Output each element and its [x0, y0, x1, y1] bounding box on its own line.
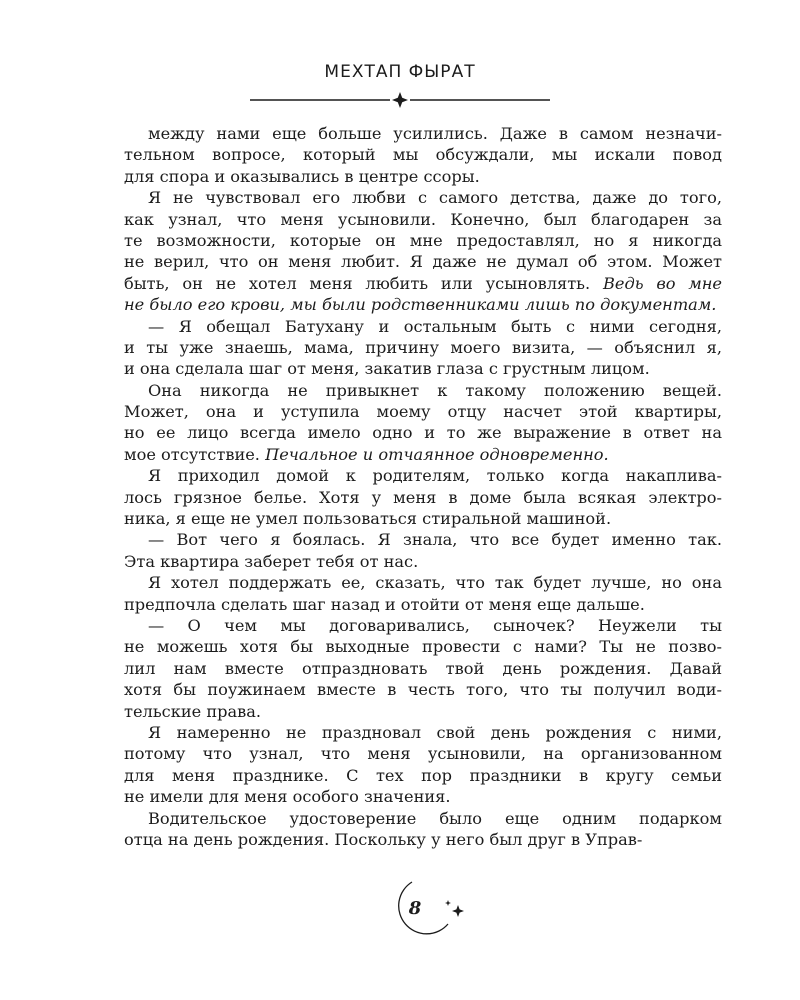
text-line: [124, 636, 722, 657]
paragraph: [124, 722, 722, 808]
text-segment: Водительское удостоверение было еще одним подарком: [148, 808, 722, 828]
text-line: [124, 444, 722, 465]
page-number: 8: [408, 898, 422, 919]
paragraph: [124, 380, 722, 466]
italic-text-segment: Ведь во мне: [602, 273, 722, 293]
text-segment: лил нам вместе отпраздновать твой день рождения. Давай: [124, 658, 722, 678]
paragraph: [124, 615, 722, 722]
text-line: [124, 551, 722, 572]
text-segment: для меня празднике. С тех пор праздники в кругу семьи: [124, 765, 723, 785]
italic-text-segment: Печальное и отчаянное одновременно.: [265, 444, 609, 464]
text-segment: мое отсутствие.: [124, 444, 266, 464]
text-segment: — Вот чего я боялась. Я знала, что все будет именно так.: [148, 530, 722, 550]
text-segment: но ее лицо всегда имело одно и то же выражение в ответ на: [124, 423, 722, 443]
text-segment: не можешь хотя бы выходные провести с нами? Ты не позво-: [124, 637, 722, 657]
text-line: [124, 166, 722, 187]
text-segment: для спора и оказывались в центре ссоры.: [124, 166, 480, 186]
text-line: [124, 187, 722, 208]
text-line: [124, 358, 722, 379]
text-line: [124, 808, 722, 829]
text-line: [124, 123, 722, 144]
text-segment: Я приходил домой к родителям, только когда накаплива-: [148, 466, 722, 486]
paragraph: [124, 529, 722, 572]
text-line: [124, 209, 722, 230]
text-segment: те возможности, которые он мне предоставлял, но я никогда: [124, 230, 722, 250]
text-segment: тельские права.: [124, 701, 262, 721]
text-line: [124, 230, 722, 251]
text-line: [124, 615, 722, 636]
text-segment: лось грязное белье. Хотя у меня в доме была всякая электро-: [124, 487, 722, 507]
text-line: [124, 701, 722, 722]
small-sparkle-icon: [445, 900, 451, 906]
text-segment: тельном вопросе, который мы обсуждали, мы искали повод: [124, 145, 722, 165]
text-segment: между нами еще больше усилились. Даже в самом незначи-: [148, 124, 722, 143]
paragraph: [124, 808, 722, 851]
text-line: [124, 465, 722, 486]
text-segment: Я не чувствовал его любви с самого детства, даже до того,: [148, 188, 722, 208]
text-segment: Я хотел поддержать ее, сказать, что так будет лучше, но она: [148, 573, 722, 593]
text-line: [124, 251, 722, 272]
text-line: [124, 273, 722, 294]
text-line: [124, 144, 722, 165]
text-line: [124, 401, 722, 422]
text-line: [124, 337, 722, 358]
text-line: [124, 422, 722, 443]
text-line: [124, 487, 722, 508]
body-text: [124, 123, 722, 850]
text-line: [124, 743, 722, 764]
text-line: [124, 294, 722, 315]
text-segment: Я намеренно не праздновал свой день рождения с ними,: [148, 722, 722, 742]
paragraph: [124, 316, 722, 380]
text-line: [124, 679, 722, 700]
text-line: [124, 722, 722, 743]
text-line: [124, 316, 722, 337]
paragraph: [124, 572, 722, 615]
text-segment: и она сделала шаг от меня, закатив глаза с грустным лицом.: [124, 359, 650, 379]
paragraph: [124, 187, 722, 315]
text-segment: отца на день рождения. Поскольку у него был друг в Управ-: [124, 829, 643, 849]
text-line: [124, 658, 722, 679]
text-line: [124, 529, 722, 550]
text-segment: — О чем мы договаривались, сыночек? Неужели ты: [148, 615, 722, 635]
text-segment: потому что узнал, что меня усыновили, на организованном: [124, 744, 722, 764]
text-segment: предпочла сделать шаг назад и отойти от меня еще дальше.: [124, 594, 645, 614]
text-segment: быть, он не хотел меня любить или усыновлять.: [124, 273, 603, 293]
sparkle-icon: [452, 905, 464, 917]
text-line: [124, 765, 722, 786]
text-line: [124, 594, 722, 615]
text-segment: — Я обещал Батухану и остальным быть с ними сегодня,: [148, 316, 722, 336]
text-line: [124, 508, 722, 529]
text-line: [124, 829, 722, 850]
text-segment: не верил, что он меня любит. Я даже не думал об этом. Может: [124, 252, 722, 272]
paragraph: [124, 465, 722, 529]
text-line: [124, 380, 722, 401]
text-segment: хотя бы поужинаем вместе в честь того, что ты получил води-: [124, 680, 722, 700]
text-segment: как узнал, что меня усыновили. Конечно, был благодарен за: [124, 209, 722, 229]
header-star-icon: [392, 92, 408, 108]
text-segment: Она никогда не привыкнет к такому положению вещей.: [148, 380, 722, 400]
text-segment: и ты уже знаешь, мама, причину моего визита, — объяснил я,: [124, 337, 722, 357]
text-segment: ника, я еще не умел пользоваться стиральной машиной.: [124, 509, 612, 529]
paragraph: [124, 123, 722, 187]
running-header-author: МЕХТАП ФЫРАТ: [324, 62, 476, 82]
header-ornament-rule: [250, 90, 550, 110]
text-segment: не имели для меня особого значения.: [124, 787, 451, 807]
text-line: [124, 786, 722, 807]
text-segment: Может, она и уступила моему отцу насчет этой квартиры,: [124, 402, 722, 422]
text-segment: Эта квартира заберет тебя от нас.: [124, 551, 419, 571]
italic-text-segment: не было его крови, мы были родственниками лишь по документам.: [124, 295, 717, 315]
text-line: [124, 572, 722, 593]
